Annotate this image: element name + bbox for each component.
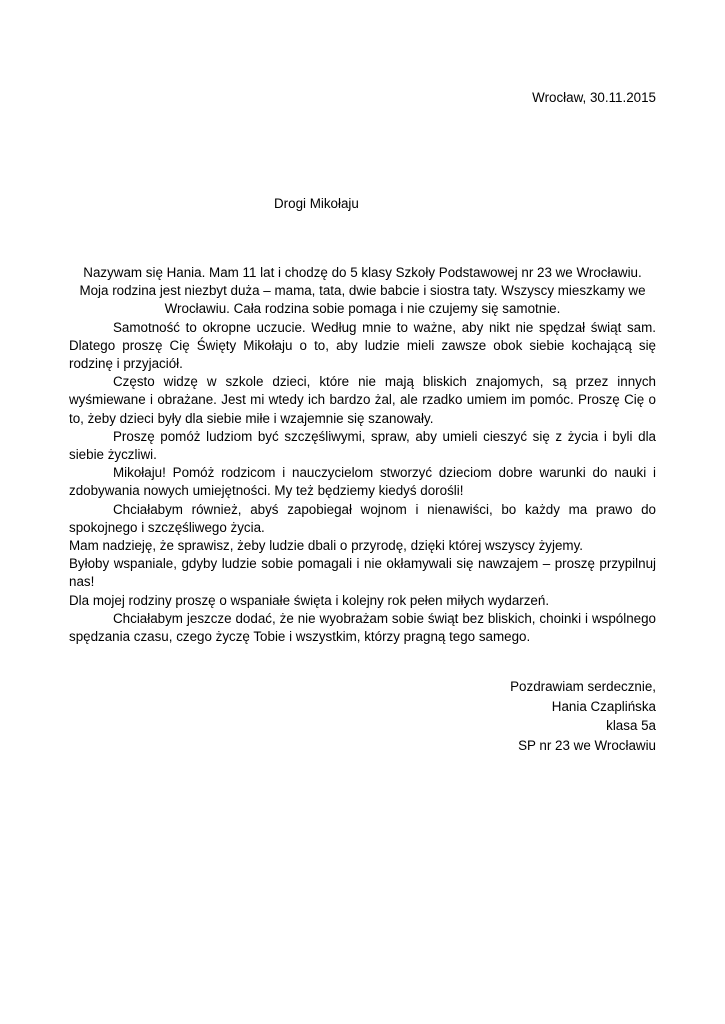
letter-date: Wrocław, 30.11.2015	[532, 90, 656, 105]
paragraph-nature: Mam nadzieję, że sprawisz, żeby ludzie dbali o przyrodę, dzięki której wszyscy żyjemy.	[69, 538, 583, 554]
signature-name: Hania Czaplińska	[551, 698, 656, 714]
paragraph-happiness: Proszę pomóż ludziom być szczęśliwymi, spraw, aby umieli cieszyć się z życia i byli dla siebie życzliwi.	[69, 428, 656, 463]
paragraph-introduction: Nazywam się Hania. Mam 11 lat i chodzę do 5 klasy Szkoły Podstawowej nr 23 we Wrocławiu. Moja rodzina jest niezbyt duża – mama, tata, dwie babcie i siostra taty. Wszyscy mieszkamy we Wrocławiu. Cała rodzina sobie pomaga i nie czujemy się samotnie.	[79, 265, 646, 317]
letter-signature	[510, 677, 656, 755]
signature-school: SP nr 23 we Wrocławiu	[518, 737, 656, 753]
signature-class: klasa 5a	[606, 718, 656, 733]
letter-salutation: Drogi Mikołaju	[274, 196, 359, 211]
paragraph-school-children: Często widzę w szkole dzieci, które nie mają bliskich znajomych, są przez innych wyśmiewane i obrażane. Jest mi wtedy ich bardzo żal, ale rzadko umiem im pomóc. Proszę Cię o to, żeby dzieci były dla siebie miłe i wzajemnie się szanowały.	[69, 374, 656, 426]
signature-closing: Pozdrawiam serdecznie,	[510, 679, 656, 694]
paragraph-loneliness: Samotność to okropne uczucie. Według mnie to ważne, aby nikt nie spędzał świąt sam. Dlatego proszę Cię Święty Mikołaju o to, aby ludzie mieli zawsze obok siebie kochającą się rodzinę i przyjaciół.	[69, 319, 656, 372]
paragraph-closing-wish: Chciałabym jeszcze dodać, że nie wyobrażam sobie świąt bez bliskich, choinki i wspólnego spędzania czasu, czego życzę Tobie i wszystkim, którzy pragną tego samego.	[69, 610, 656, 645]
paragraph-peace: Chciałabym również, abyś zapobiegał wojnom i nienawiści, bo każdy ma prawo do spokojnego i szczęśliwego życia.	[69, 501, 656, 535]
letter-body	[69, 264, 656, 646]
paragraph-honesty: Byłoby wspaniale, gdyby ludzie sobie pomagali i nie okłamywali się nawzajem – proszę przypilnuj nas!	[69, 556, 656, 590]
paragraph-education: Mikołaju! Pomóż rodzicom i nauczycielom stworzyć dzieciom dobre warunki do nauki i zdobywania nowych umiejętności. My też będziemy kiedyś dorośli!	[69, 465, 656, 499]
paragraph-family-wish: Dla mojej rodziny proszę o wspaniałe święta i kolejny rok pełen miłych wydarzeń.	[69, 592, 550, 608]
